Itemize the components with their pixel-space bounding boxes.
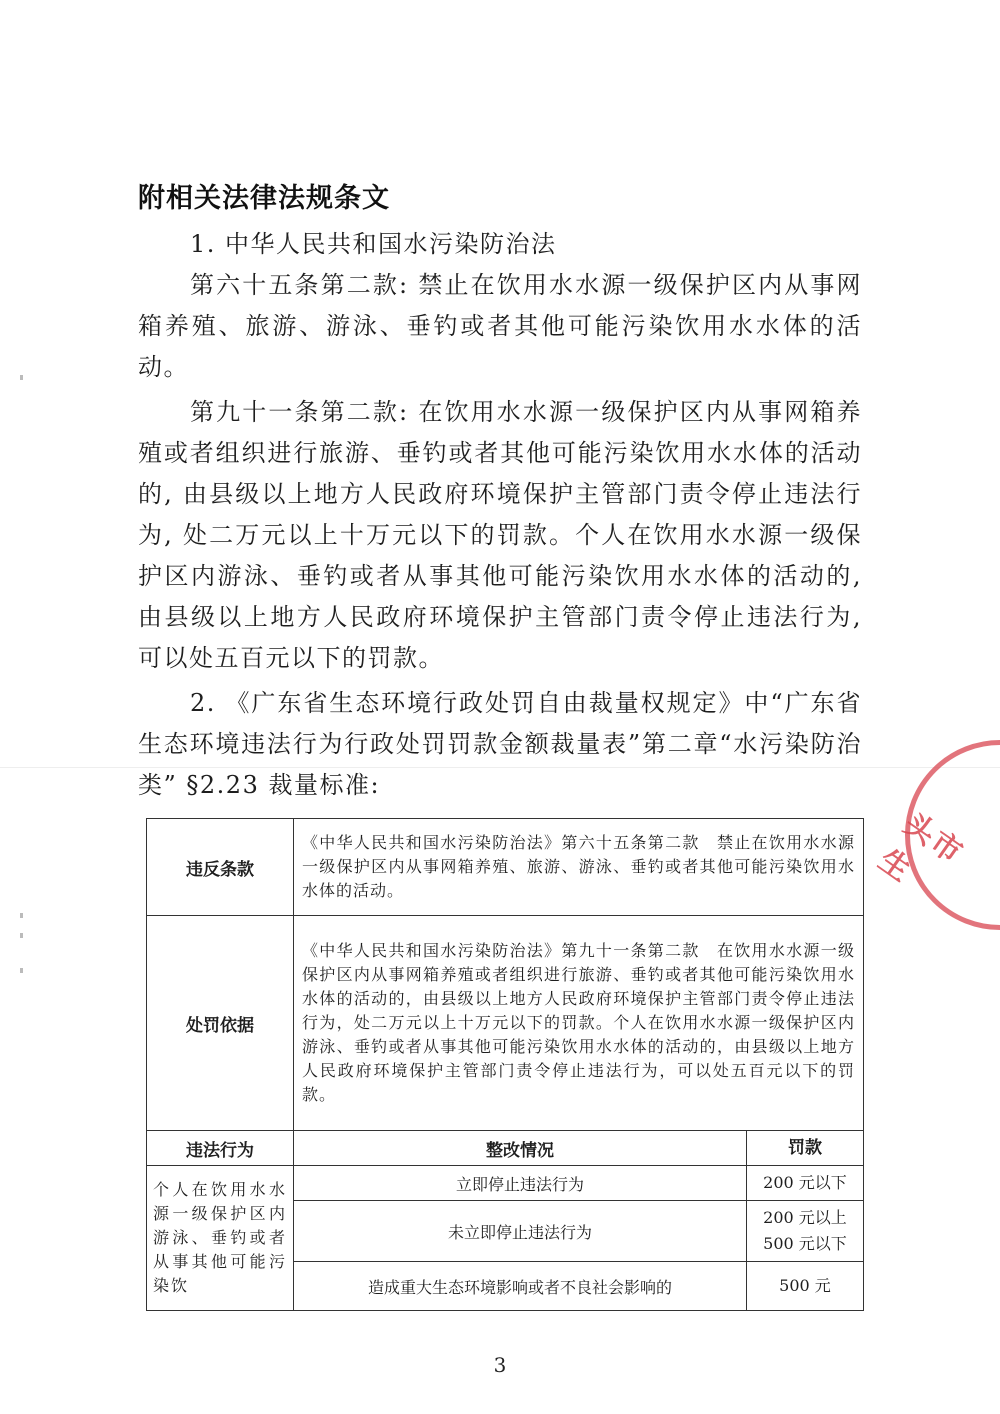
header-conduct: 违法行为 <box>147 1131 294 1166</box>
violated-clause-text: 《中华人民共和国水污染防治法》第六十五条第二款 禁止在饮用水水源一级保护区内从事网箱养殖、旅游、游泳、垂钓或者其他可能污染饮用水水体的活动。 <box>294 819 864 916</box>
article-65-paragraph: 第六十五条第二款: 禁止在饮用水水源一级保护区内从事网箱养殖、旅游、游泳、垂钓或者其他可能污染饮用水水体的活动。 <box>138 271 862 381</box>
scan-speck <box>20 933 23 938</box>
rectification-cell: 未立即停止违法行为 <box>294 1201 747 1262</box>
fine-cell <box>747 1201 864 1262</box>
table-row-violated-clause <box>147 819 864 916</box>
official-seal-text: 头市生 <box>872 806 970 890</box>
scan-speck <box>20 913 23 918</box>
penalty-basis-text: 《中华人民共和国水污染防治法》第九十一条第二款 在饮用水水源一级保护区内从事网箱养殖或者组织进行旅游、垂钓或者其他可能污染饮用水水体的活动的，由县级以上地方人民政府环境保护主管部门责令停止违法行为，处二万元以上十万元以下的罚款。个人在饮用水水源一级保护区内游泳、垂钓或者从事其他可能污染饮用水水体的活动的，由县级以上地方人民政府环境保护主管部门责令停止违法行为，可以处五百元以下的罚款。 <box>294 916 864 1131</box>
discretion-standard-table <box>146 818 864 1311</box>
penalty-basis-label: 处罚依据 <box>147 916 294 1131</box>
fine-cell: 500 元 <box>747 1262 864 1311</box>
rectification-cell: 造成重大生态环境影响或者不良社会影响的 <box>294 1262 747 1311</box>
table-header-row <box>147 1131 864 1166</box>
fine-cell: 200 元以下 <box>747 1166 864 1201</box>
page-number: 3 <box>493 1353 507 1377</box>
law-title-paragraph: 1. 中华人民共和国水污染防治法 <box>190 230 557 258</box>
header-fine: 罚款 <box>747 1131 864 1166</box>
fine-line: 200 元以上 <box>763 1208 847 1227</box>
table-row-penalty-basis <box>147 916 864 1131</box>
conduct-text: 个人在饮用水水源一级保护区内游泳、垂钓或者从事其他可能污染饮 <box>147 1166 294 1311</box>
fine-line: 500 元以下 <box>763 1234 847 1253</box>
section-heading: 附相关法律法规条文 <box>138 183 390 214</box>
rectification-cell: 立即停止违法行为 <box>294 1166 747 1201</box>
violated-clause-label: 违反条款 <box>147 819 294 916</box>
article-91-paragraph: 第九十一条第二款: 在饮用水水源一级保护区内从事网箱养殖或者组织进行旅游、垂钓或者其他可能污染饮用水水体的活动的, 由县级以上地方人民政府环境保护主管部门责令停止违法行为, 处二万元以上十万元以下的罚款。个人在饮用水水源一级保护区内游泳、垂钓或者从事其他可能污染饮用水水体的活动的, 由县级以上地方人民政府环境保护主管部门责令停止违法行为, 可以处五百元以下的罚款。 <box>138 398 862 672</box>
scan-speck <box>20 375 23 380</box>
regulation-reference-paragraph: 2. 《广东省生态环境行政处罚自由裁量权规定》中“广东省生态环境违法行为行政处罚罚款金额裁量表”第二章“水污染防治类” §2.23 裁量标准: <box>138 689 862 799</box>
header-rectification: 整改情况 <box>294 1131 747 1166</box>
scan-speck <box>20 968 23 973</box>
body-text <box>138 224 862 806</box>
table-row <box>147 1166 864 1201</box>
